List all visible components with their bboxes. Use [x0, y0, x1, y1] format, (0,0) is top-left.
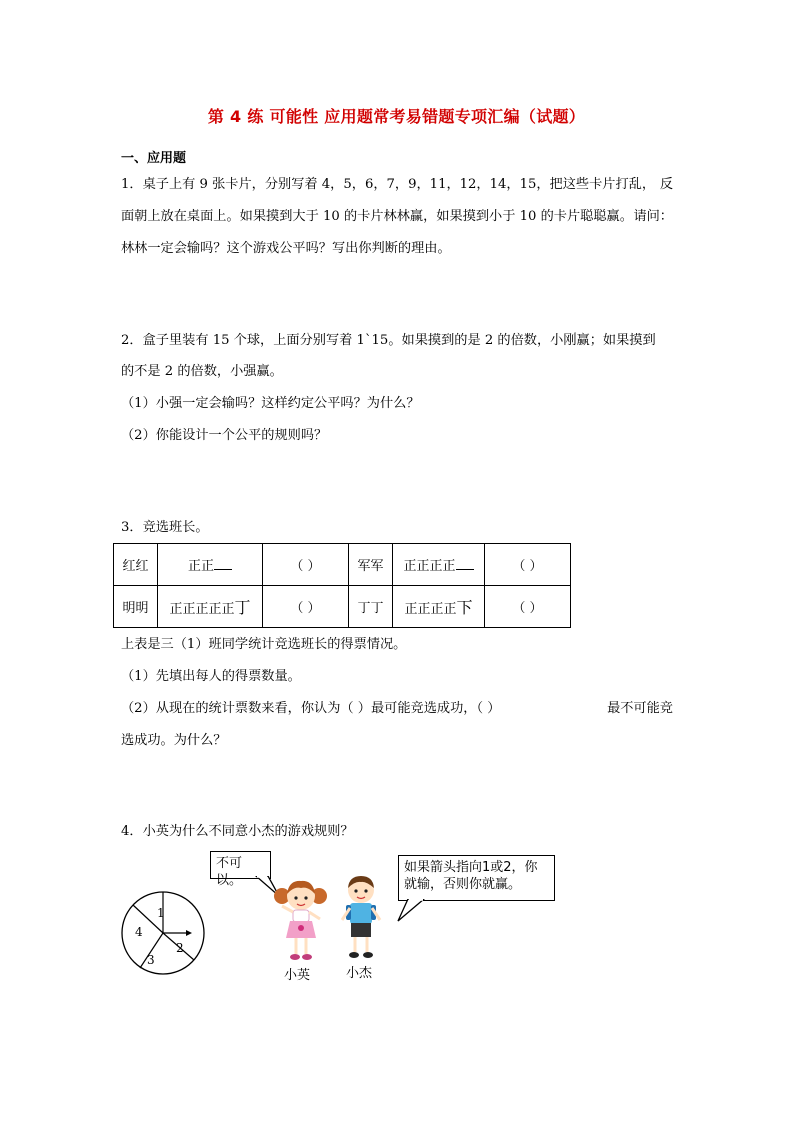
q3-sub-2-cont: 选成功。为什么？ [121, 733, 227, 748]
q1-line-3: 林林一定会输吗？这个游戏公平吗？写出你判断的理由。 [121, 241, 451, 256]
spinner-wheel [118, 890, 210, 976]
candidate-name: 丁丁 [349, 586, 393, 628]
tally-marks: 正正正正下 [393, 586, 485, 628]
vote-count-blank[interactable]: （ ） [485, 586, 571, 628]
boy-name-label: 小杰 [346, 966, 373, 981]
q2-sub-2: （2）你能设计一个公平的规则吗？ [121, 428, 328, 443]
vote-count-blank[interactable]: （ ） [485, 544, 571, 586]
girl-name-label: 小英 [284, 968, 311, 983]
vote-tally-table [113, 543, 571, 628]
section-heading: 一、应用题 [121, 151, 187, 166]
q2-line-1: 2．盒子里装有 15 个球，上面分别写着 1`15。如果摸到的是 2 的倍数，小刚赢；如果摸到 [121, 333, 656, 348]
q3-sub-1: （1）先填出每人的得票数量。 [121, 669, 301, 684]
candidate-name: 军军 [349, 544, 393, 586]
q2-line-2: 的不是 2 的倍数，小强赢。 [121, 364, 283, 379]
tally-marks: 正正正正 [393, 544, 485, 586]
candidate-name: 红红 [114, 544, 158, 586]
spinner-label-3: 3 [147, 953, 155, 967]
q3-sub-2: （2）从现在的统计票数来看，你认为（ ）最可能竞选成功，（ ） 最不可能竞 [121, 701, 673, 716]
q4-line-1: 4．小英为什么不同意小杰的游戏规则？ [121, 824, 354, 839]
q1-line-1: 1．桌子上有 9 张卡片，分别写着 4，5，6，7，9，11，12，14，15，把这些卡片打乱， 反 [121, 177, 673, 192]
q1-line-2: 面朝上放在桌面上。如果摸到大于 10 的卡片林林赢，如果摸到小于 10 的卡片聪聪赢。 请问： [121, 209, 673, 224]
spinner-label-4: 4 [135, 925, 143, 939]
page-title: 第 4 练 可能性 应用题常考易错题专项汇编（试题） [207, 107, 586, 126]
vote-count-blank[interactable]: （ ） [263, 586, 349, 628]
q3-note: 上表是三（1）班同学统计竞选班长的得票情况。 [121, 637, 407, 652]
speech-bubble-tail [396, 899, 436, 923]
girl-speech-bubble: 不可以。 [210, 851, 271, 879]
tally-marks: 正正 [158, 544, 263, 586]
table-row [114, 544, 571, 586]
tally-marks: 正正正正正丁 [158, 586, 263, 628]
q2-sub-1: （1）小强一定会输吗？这样约定公平吗？为什么？ [121, 396, 420, 411]
spinner-label-1: 1 [157, 906, 165, 920]
boy-speech-bubble: 如果箭头指向1或2，你 就输，否则你就赢。 [398, 855, 555, 901]
q3-line-1: 3．竞选班长。 [121, 520, 209, 535]
spinner-label-2: 2 [176, 941, 184, 955]
boy-figure-illustration [336, 872, 386, 962]
table-row [114, 586, 571, 628]
candidate-name: 明明 [114, 586, 158, 628]
girl-figure-illustration [272, 876, 330, 964]
partial-tally-mark [214, 559, 232, 570]
vote-count-blank[interactable]: （ ） [263, 544, 349, 586]
partial-tally-mark [456, 559, 474, 570]
